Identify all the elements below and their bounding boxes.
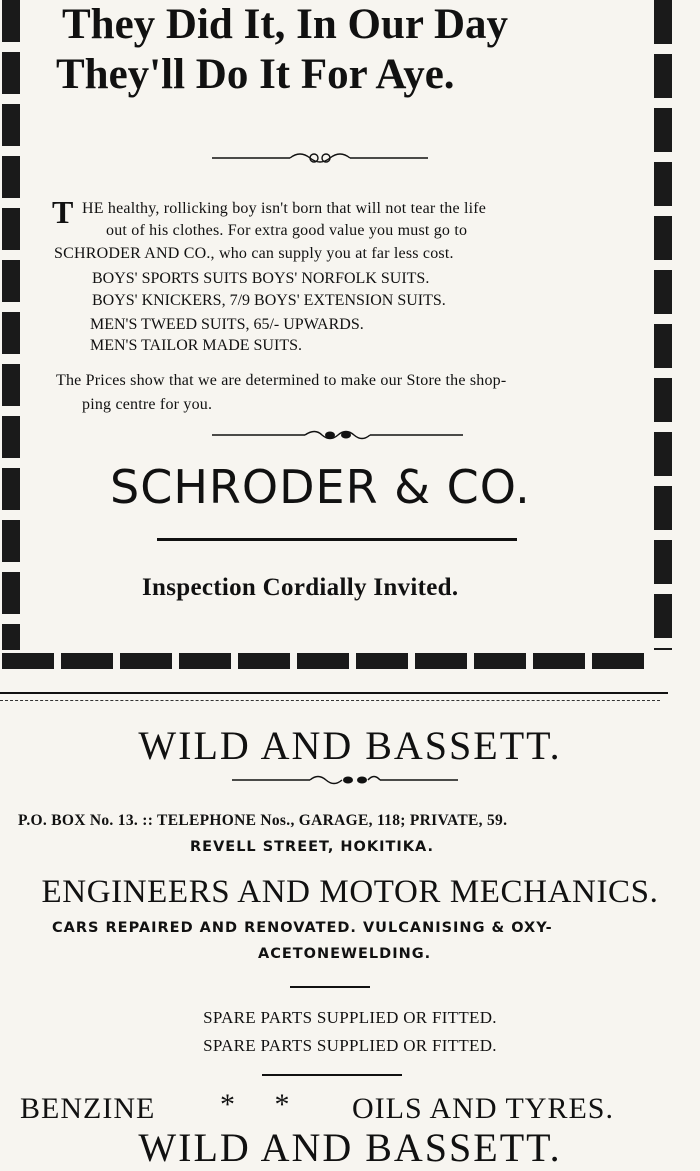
contact-line: P.O. BOX No. 13. :: TELEPHONE Nos., GARAGE, 118; PRIVATE, 59.: [18, 812, 508, 829]
intro-line-2: out of his clothes. For extra good value you must go to: [106, 222, 468, 239]
inspection-invitation: Inspection Cordially Invited.: [142, 574, 459, 601]
headline-line-2: They'll Do It For Aye.: [56, 51, 455, 98]
flourish-divider-icon: [230, 772, 460, 788]
oils-tyres-label: OILS AND TYRES.: [352, 1092, 614, 1125]
top-rule-dashed: [0, 700, 660, 701]
short-divider: [262, 1074, 402, 1076]
item-line: BOYS' KNICKERS, 7/9 BOYS' EXTENSION SUITS.: [92, 292, 446, 309]
services-line-2: ACETONEWELDING.: [258, 946, 432, 962]
star-separators: * *: [220, 1088, 291, 1121]
services-line-1: CARS REPAIRED AND RENOVATED. VULCANISING & OXY-: [52, 920, 553, 936]
company-name: SCHRODER & CO.: [110, 460, 531, 514]
spare-parts-line-1: SPARE PARTS SUPPLIED OR FITTED.: [203, 1008, 497, 1027]
item-line: MEN'S TAILOR MADE SUITS.: [90, 337, 302, 354]
left-border: [2, 0, 20, 650]
intro-line-1: HE healthy, rollicking boy isn't born that will not tear the life: [82, 200, 487, 217]
flourish-divider-icon: [210, 148, 430, 168]
prices-line-1: The Prices show that we are determined to make our Store the shop-: [56, 372, 507, 389]
benzine-label: BENZINE: [20, 1092, 156, 1125]
divider-rule: [157, 538, 517, 541]
company-title: WILD AND BASSETT.: [138, 723, 562, 768]
prices-line-2: ping centre for you.: [82, 396, 213, 413]
flourish-divider-icon: [210, 426, 465, 444]
headline-line-1: They Did It, In Our Day: [62, 1, 509, 48]
intro-line-3: SCHRODER AND CO., who can supply you at far less cost.: [54, 245, 454, 262]
engineers-heading: ENGINEERS AND MOTOR MECHANICS.: [41, 874, 659, 910]
street-address: REVELL STREET, HOKITIKA.: [190, 839, 435, 855]
bottom-border: [2, 653, 648, 669]
short-divider: [290, 986, 370, 988]
item-line: BOYS' SPORTS SUITS BOYS' NORFOLK SUITS.: [92, 270, 430, 287]
item-line: MEN'S TWEED SUITS, 65/- UPWARDS.: [90, 316, 364, 333]
company-footer-name: WILD AND BASSETT.: [138, 1125, 562, 1170]
spare-parts-line-2: SPARE PARTS SUPPLIED OR FITTED.: [203, 1036, 497, 1055]
top-rule: [0, 692, 668, 694]
drop-cap: T: [52, 194, 74, 230]
